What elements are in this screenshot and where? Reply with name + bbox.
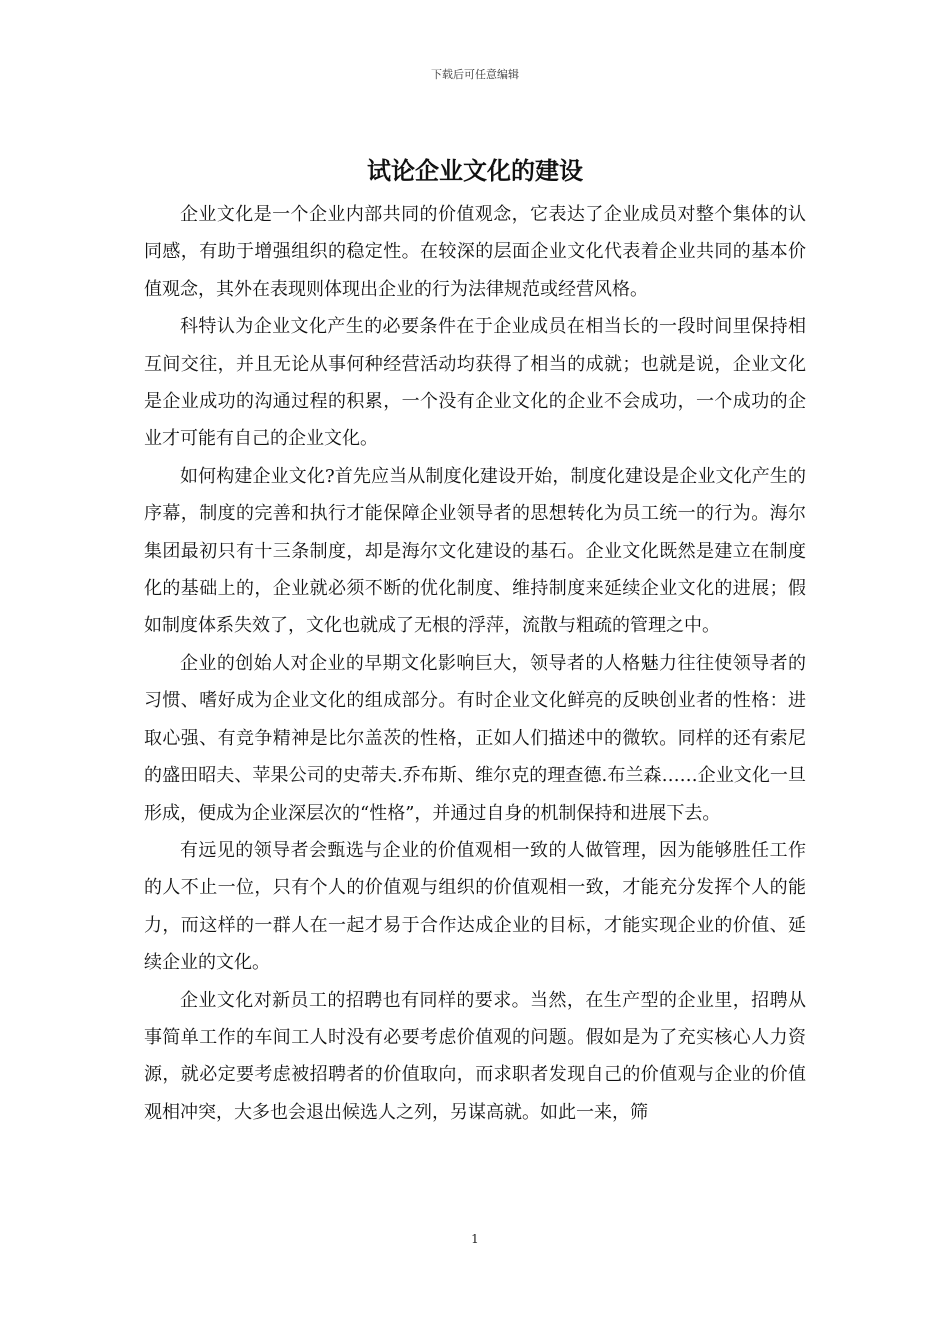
page-number: 1	[471, 1232, 479, 1246]
paragraph: 科特认为企业文化产生的必要条件在于企业成员在相当长的一段时间里保持相互间交往，并且无论从事何种经营活动均获得了相当的成就；也就是说，企业文化是企业成功的沟通过程的积累，一个没有企业文化的企业不会成功，一个成功的企业才可能有自己的企业文化。	[144, 316, 806, 450]
paragraph: 有远见的领导者会甄选与企业的价值观相一致的人做管理，因为能够胜任工作的人不止一位，只有个人的价值观与组织的价值观相一致，才能充分发挥个人的能力，而这样的一群人在一起才易于合作达成企业的目标，才能实现企业的价值、延续企业的文化。	[144, 839, 806, 974]
paragraph: 企业的创始人对企业的早期文化影响巨大，领导者的人格魅力往往使领导者的习惯、嗜好成为企业文化的组成部分。有时企业文化鲜亮的反映创业者的性格：进取心强、有竞争精神是比尔盖茨的性格，正如人们描述中的微软。同样的还有索尼的盛田昭夫、苹果公司的史蒂夫.乔布斯、维尔克的理查德.布兰森……企业文化一旦形成，便成为企业深层次的“性格”，并通过自身的机制保持和进展下去。	[144, 652, 806, 824]
header-note: 下载后可任意编辑	[431, 68, 519, 81]
paragraph: 如何构建企业文化?首先应当从制度化建设开始，制度化建设是企业文化产生的序幕，制度的完善和执行才能保障企业领导者的思想转化为员工统一的行为。海尔集团最初只有十三条制度，却是海尔文化建设的基石。企业文化既然是建立在制度化的基础上的，企业就必须不断的优化制度、维持制度来延续企业文化的进展；假如制度体系失效了，文化也就成了无根的浮萍，流散与粗疏的管理之中。	[144, 465, 806, 637]
document-title: 试论企业文化的建设	[367, 156, 583, 185]
document-body	[144, 196, 806, 1131]
paragraph: 企业文化是一个企业内部共同的价值观念，它表达了企业成员对整个集体的认同感，有助于增强组织的稳定性。在较深的层面企业文化代表着企业共同的基本价值观念，其外在表现则体现出企业的行为法律规范或经营风格。	[144, 204, 806, 300]
paragraph: 企业文化对新员工的招聘也有同样的要求。当然，在生产型的企业里，招聘从事简单工作的车间工人时没有必要考虑价值观的问题。假如是为了充实核心人力资源，就必定要考虑被招聘者的价值取向，而求职者发现自己的价值观与企业的价值观相冲突，大多也会退出候选人之列，另谋高就。如此一来，筛	[144, 989, 806, 1123]
